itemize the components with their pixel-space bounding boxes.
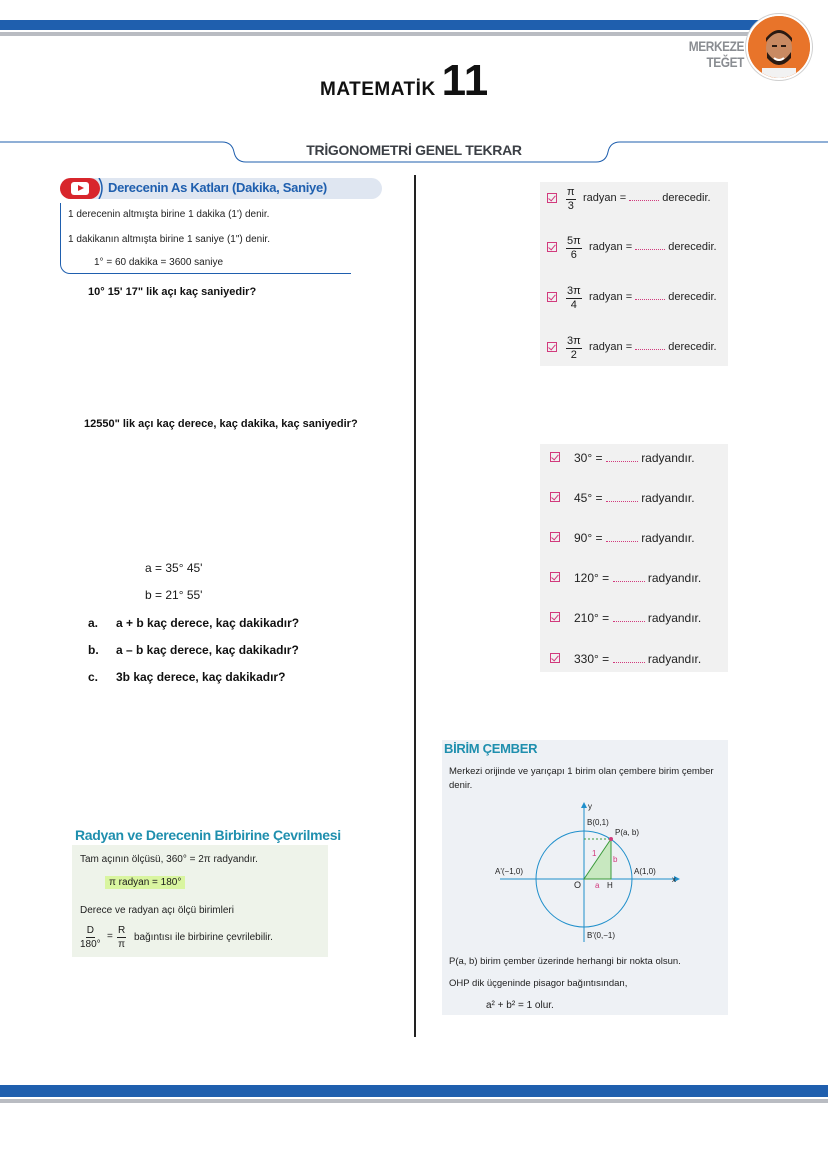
answer-blank[interactable] [635, 249, 665, 250]
topic-title: Derecenin As Katları (Dakika, Saniye) [108, 180, 327, 195]
answer-blank[interactable] [629, 200, 659, 201]
label-h: H [607, 881, 613, 890]
unit-circle-p2: OHP dik üçgeninde pisagor bağıntısından, [449, 978, 628, 989]
answer-blank[interactable] [606, 501, 638, 502]
answer-blank[interactable] [613, 662, 645, 663]
item-a-text: a + b kaç derece, kaç dakikadır? [116, 616, 300, 630]
header-grey-band [0, 32, 760, 36]
fraction-r-den: π [118, 939, 126, 950]
b-definition: b = 21° 55' [145, 588, 203, 602]
rad-label [589, 241, 717, 253]
conversion-line-3: bağıntısı ile birbirine çevrilebilir. [134, 932, 273, 943]
deg-row-45 [574, 491, 695, 505]
deg-value: 210° = [574, 611, 610, 625]
frac-num: 3π [567, 335, 581, 347]
rad-word: radyan = [589, 291, 633, 303]
conversion-title: Radyan ve Derecenin Birbirine Çevrilmesi [75, 827, 341, 843]
check-icon [550, 612, 560, 622]
page-title [320, 56, 489, 105]
deg-value: 120° = [574, 571, 610, 585]
answer-blank[interactable] [635, 299, 665, 300]
point-p [609, 837, 613, 841]
definition-line-1: 1 derecenin altmışta birine 1 dakika (1') denir. [68, 209, 270, 220]
deg-word: derecedir. [662, 192, 711, 204]
rad-suffix: radyandır. [641, 451, 695, 465]
answer-blank[interactable] [635, 349, 665, 350]
check-icon [547, 242, 557, 252]
degree-to-radian-box [540, 444, 728, 672]
section-title: TRİGONOMETRİ GENEL TEKRAR [306, 142, 522, 158]
item-b-label: b. [88, 643, 99, 657]
header-blue-band [0, 20, 760, 30]
label-o: O [574, 880, 582, 890]
rad-label [589, 291, 717, 303]
play-triangle-icon [78, 185, 84, 191]
rad-suffix: radyandır. [641, 491, 695, 505]
deg-word: derecedir. [668, 241, 717, 253]
fraction-d [80, 924, 101, 951]
deg-value: 45° = [574, 491, 603, 505]
rad-word: radyan = [589, 341, 633, 353]
answer-blank[interactable] [613, 581, 645, 582]
rad-word: radyan = [583, 192, 627, 204]
frac-den: 3 [567, 200, 574, 212]
label-b-prime: B'(0,−1) [587, 931, 615, 940]
frac-den: 6 [570, 249, 577, 261]
label-y: y [588, 802, 592, 811]
rad-suffix: radyandır. [647, 652, 702, 666]
label-one: 1 [592, 849, 597, 858]
rad-label [583, 192, 711, 204]
check-icon [547, 342, 557, 352]
triangle-ohp [584, 839, 611, 879]
answer-blank[interactable] [606, 541, 638, 542]
definition-line-3: 1° = 60 dakika = 3600 saniye [94, 257, 224, 268]
fraction-5pi-6 [566, 235, 582, 262]
check-icon [550, 532, 560, 542]
label-p: P(a, b) [615, 828, 640, 837]
check-icon [550, 452, 560, 462]
deg-word: derecedir. [668, 291, 717, 303]
column-divider [414, 175, 416, 1037]
footer-blue-band [0, 1085, 828, 1097]
check-icon [550, 492, 560, 502]
deg-row-120 [574, 571, 701, 585]
footer-grey-band [0, 1099, 828, 1103]
frac-den: 4 [570, 299, 577, 311]
label-a-prime: A'(−1,0) [495, 867, 523, 876]
deg-row-30 [574, 451, 695, 465]
check-icon [547, 292, 557, 302]
fraction-d-den: 180° [80, 939, 101, 950]
fraction-equals: = [107, 931, 113, 942]
frac-num: 5π [567, 235, 581, 247]
rad-suffix: radyandır. [641, 531, 695, 545]
item-c-text: 3b kaç derece, kaç dakikadır? [116, 670, 286, 684]
frac-num: 3π [567, 285, 581, 297]
fraction-3pi-2 [566, 335, 582, 362]
unit-circle-formula: a² + b² = 1 olur. [486, 1000, 554, 1011]
deg-value: 30° = [574, 451, 603, 465]
label-x: x [672, 875, 676, 884]
check-icon [550, 572, 560, 582]
question-2: 12550" lik açı kaç derece, kaç dakika, kaç saniyedir? [84, 418, 358, 430]
y-arrow [581, 802, 587, 808]
conversion-line-2: Derece ve radyan açı ölçü birimleri [80, 905, 234, 916]
answer-blank[interactable] [606, 461, 638, 462]
definition-line-2: 1 dakikanın altmışta birine 1 saniye (1") denir. [68, 234, 270, 245]
fraction-pi-3 [566, 186, 576, 213]
avatar-portrait-icon [748, 16, 810, 78]
fraction-d-num: D [86, 925, 94, 936]
answer-blank[interactable] [613, 621, 645, 622]
label-b: B(0,1) [587, 818, 609, 827]
fraction-3pi-4 [566, 285, 582, 312]
frac-den: 2 [570, 349, 577, 361]
author-avatar [746, 14, 812, 80]
label-side-a: a [595, 881, 600, 890]
label-side-b: b [613, 855, 618, 864]
title-word: MATEMATİK [320, 79, 436, 100]
deg-row-90 [574, 531, 695, 545]
item-b-text: a – b kaç derece, kaç dakikadır? [116, 643, 299, 657]
label-a: A(1,0) [634, 867, 656, 876]
deg-value: 90° = [574, 531, 603, 545]
unit-circle-diagram [490, 800, 690, 945]
question-1: 10° 15' 17" lik açı kaç saniyedir? [88, 286, 257, 298]
rad-suffix: radyandır. [647, 571, 702, 585]
rad-suffix: radyandır. [647, 611, 702, 625]
unit-circle-desc: Merkezi orijinde ve yarıçapı 1 birim olan çembere birim çember denir. [449, 766, 714, 791]
item-a-label: a. [88, 616, 99, 630]
title-number: 11 [441, 56, 489, 105]
conversion-highlight: π radyan = 180° [105, 876, 185, 889]
deg-row-210 [574, 611, 701, 625]
item-c-label: c. [88, 670, 99, 684]
check-icon [547, 193, 557, 203]
frac-num: π [567, 186, 575, 198]
fraction-r-num: R [118, 925, 126, 936]
rad-label [589, 341, 717, 353]
a-definition: a = 35° 45' [145, 561, 203, 575]
unit-circle-p1: P(a, b) birim çember üzerinde herhangi bir nokta olsun. [449, 956, 681, 967]
rad-word: radyan = [589, 241, 633, 253]
deg-row-330 [574, 652, 701, 666]
unit-circle-title: BİRİM ÇEMBER [444, 741, 538, 756]
fraction-r [117, 924, 126, 951]
deg-value: 330° = [574, 652, 610, 666]
deg-word: derecedir. [668, 341, 717, 353]
check-icon [550, 653, 560, 663]
brand-label: MERKEZE TEĞET [688, 38, 744, 70]
pill-curve [98, 178, 106, 199]
conversion-line-1: Tam açının ölçüsü, 360° = 2π radyandır. [80, 854, 258, 865]
